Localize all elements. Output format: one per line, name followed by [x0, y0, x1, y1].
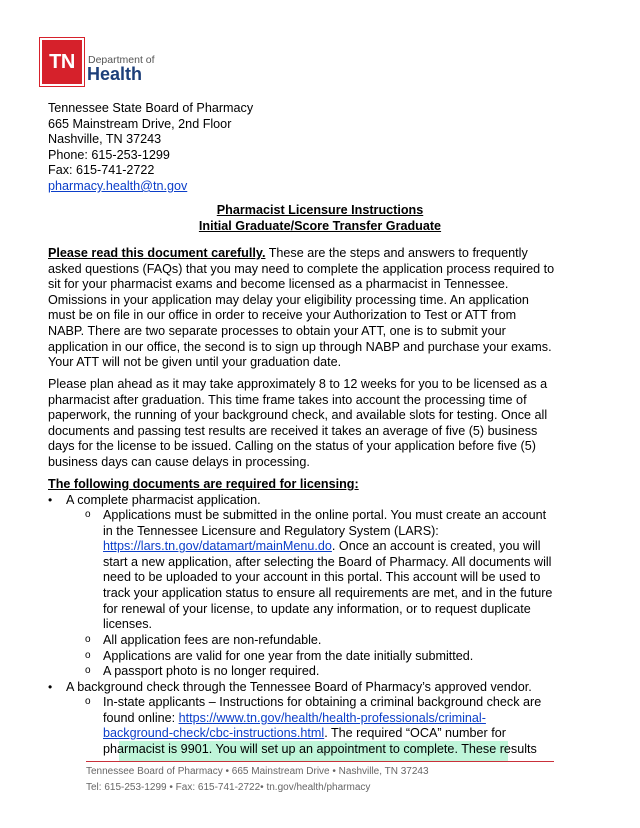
bullet-background-check: A background check through the Tennessee Board of Pharmacy’s approved vendor. [66, 680, 532, 694]
fax-line: Fax: 615-741-2722 [48, 163, 155, 178]
footer-divider [86, 761, 554, 762]
cbc-link-part2[interactable]: background-check/cbc-instructions.html [103, 726, 325, 741]
required-documents-heading: The following documents are required for licensing: [48, 477, 359, 491]
document-subtitle: Initial Graduate/Score Transfer Graduate [198, 218, 442, 233]
phone-line: Phone: 615-253-1299 [48, 147, 170, 162]
footer-contact: Tel: 615-253-1299 • Fax: 615-741-2722• tn.gov/health/pharmacy [86, 782, 371, 793]
bullet-application: A complete pharmacist application. [66, 493, 261, 507]
sub-bullet-icon: o [85, 665, 91, 676]
sub-bullet-validity: Applications are valid for one year from the date initially submitted. [103, 649, 474, 663]
bullet-icon: • [48, 493, 53, 507]
sub-bullet-icon: o [85, 650, 91, 661]
tn-health-logo [40, 38, 180, 86]
bullet-icon: • [48, 680, 53, 694]
address-line: 665 Mainstream Drive, 2nd Floor [48, 116, 232, 131]
document-title: Pharmacist Licensure Instructions [216, 203, 424, 217]
sub-bullet-online-portal: Applications must be submitted in the online portal. You must create an account in the Tennessee Licensure and Regulatory System (LARS): https://lars.tn.gov/datamart/mainMenu.do. Once an account is created, you will start a new application, after selecting the Board of Pharmacy. All documents will need to be uploaded to your account in this portal. This account will be used to track your application status to ensure all requirements are met, and in the future for renewal of your license, to update any information, or to request duplicate licenses. [103, 508, 553, 632]
logo-department-text: Department of [88, 54, 155, 66]
cbc-link-part1[interactable]: https://www.tn.gov/health/health-professionals/criminal- [178, 710, 486, 725]
sub-bullet-icon: o [85, 509, 91, 520]
email-link[interactable]: pharmacy.health@tn.gov [48, 178, 188, 193]
address-line: Tennessee State Board of Pharmacy [48, 101, 254, 115]
footer-address: Tennessee Board of Pharmacy • 665 Mainstream Drive • Nashville, TN 37243 [86, 766, 429, 777]
sub-bullet-icon: o [85, 634, 91, 645]
sub-bullet-fees: All application fees are non-refundable. [103, 633, 322, 647]
address-line: Nashville, TN 37243 [48, 132, 162, 147]
intro-paragraph: Please read this document carefully. These are the steps and answers to frequently asked questions (FAQs) that you may need to complete the application process required to sit for your pharmacist exams and become licensed as a pharmacist in Tennessee. Omissions in your application may delay your eligibility processing time. An application must be on file in our office in order to receive your Authorization to Test or ATT from NABP. There are two separate processes to obtain your ATT, one is to submit your application in our office, the second is to sign up through NABP and purchase your exams. Your ATT will not be given until your graduation date. [48, 246, 555, 370]
intro-lead: Please read this document carefully. [48, 246, 266, 260]
sub-bullet-photo: A passport photo is no longer required. [103, 664, 320, 678]
tn-logo-mark: TN [40, 38, 84, 86]
sub-bullet-in-state: In-state applicants – Instructions for obtaining a criminal background check are found online: https://www.tn.gov/health/health-professionals/criminal- background-check/cbc-instructions.html. The required “OCA” number for pharmacist is 9901. You will set up an appointment to complete. These results [103, 695, 542, 756]
plan-paragraph: Please plan ahead as it may take approximately 8 to 12 weeks for you to be licensed as a pharmacist after graduation. This time frame takes into account the processing time of paperwork, the running of your background check, and available slots for testing. Once all documents and passing test results are received it takes an average of five (5) business days for the license to be issued. Calling on the status of your application before five (5) business days can cause delays in processing. [48, 377, 548, 469]
lars-link[interactable]: https://lars.tn.gov/datamart/mainMenu.do [103, 539, 332, 554]
address-block [48, 101, 253, 195]
logo-health-text: Health [87, 64, 143, 84]
sub-bullet-icon: o [85, 696, 91, 707]
